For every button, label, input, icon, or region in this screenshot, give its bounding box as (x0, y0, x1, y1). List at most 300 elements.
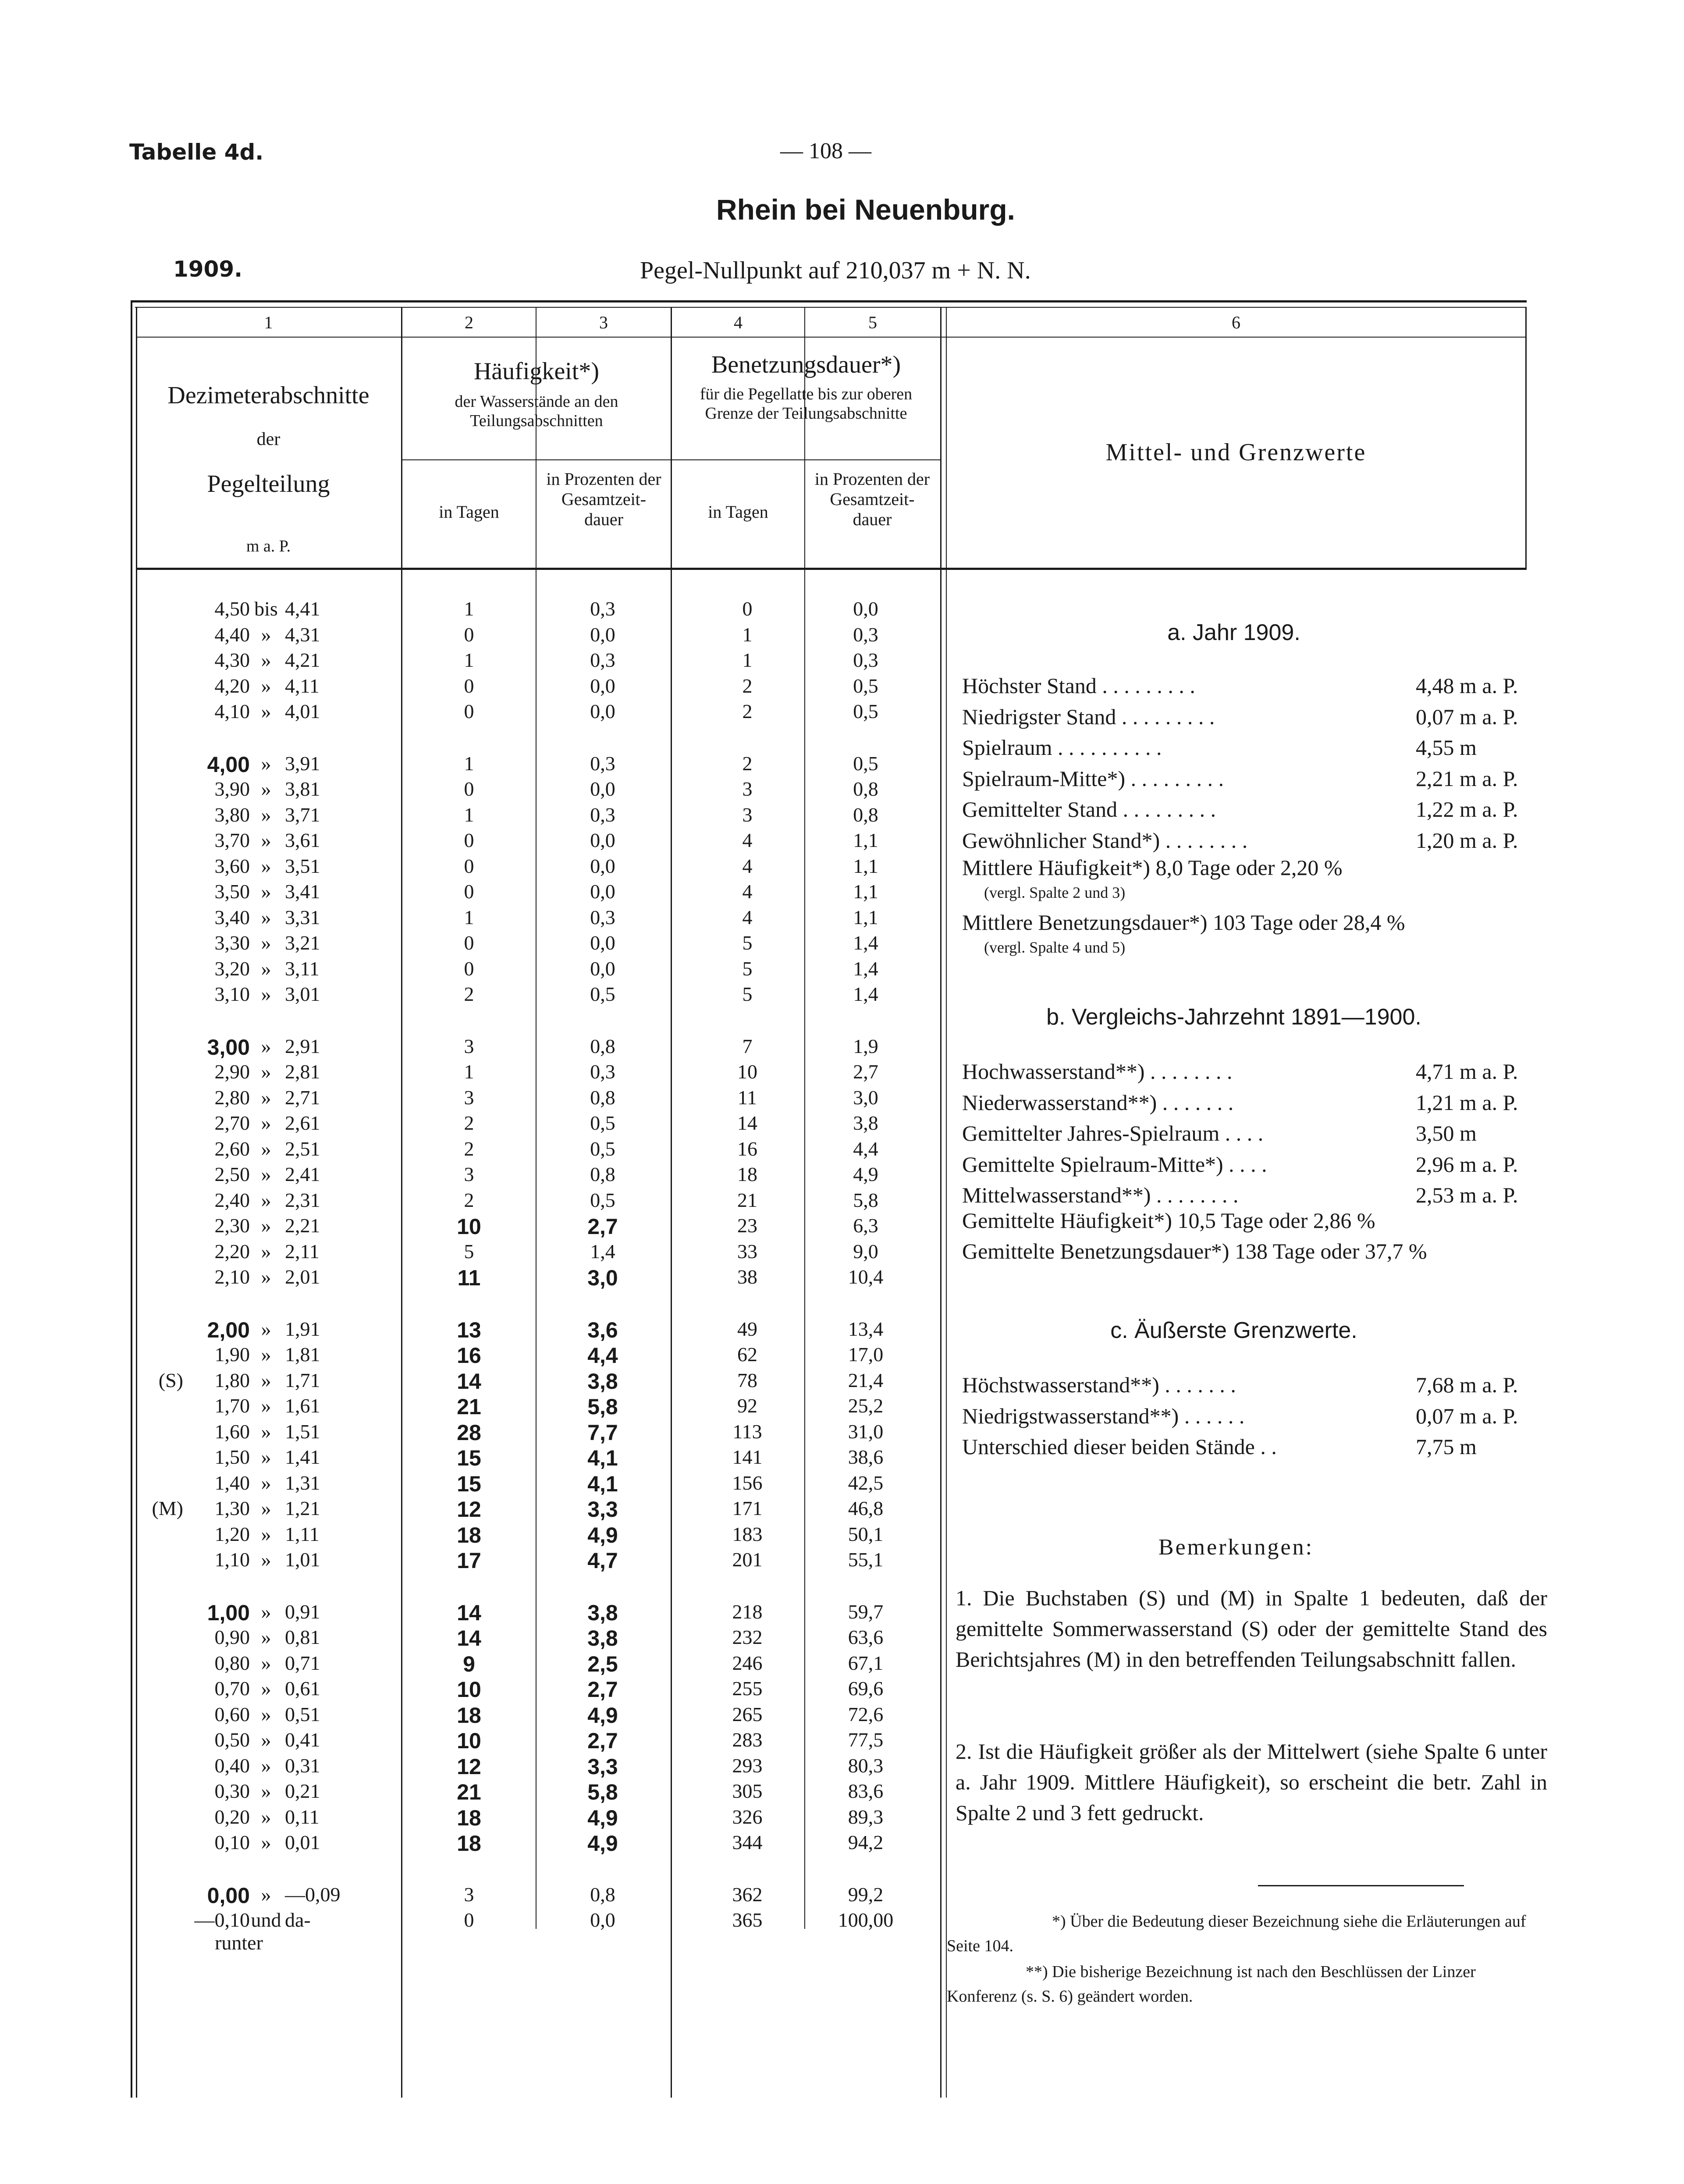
benetzung-prozent: 50,1 (848, 1523, 884, 1545)
table-row (0, 1831, 942, 1856)
benetzung-tage: 201 (732, 1548, 763, 1571)
table-row (0, 1240, 942, 1265)
range-from: 0,30 (214, 1780, 250, 1802)
range-from: 4,20 (214, 675, 250, 697)
haeufigkeit-tage: 0 (464, 855, 474, 877)
haeufigkeit-prozent: 3,8 (587, 1369, 618, 1394)
range-from: 1,30 (214, 1497, 250, 1519)
mittlere-benetzungsdauer: Mittlere Benetzungsdauer*) 103 Tage oder 28,4 % (962, 910, 1405, 935)
haeufigkeit-prozent: 0,5 (590, 1112, 615, 1134)
benetzung-prozent: 63,6 (848, 1626, 884, 1648)
col1-subtitle: Pegelteilung (207, 470, 330, 498)
benetzung-prozent: 1,9 (853, 1035, 878, 1057)
table-row (0, 1394, 942, 1419)
mittlere-haeufigkeit: Mittlere Häufigkeit*) 8,0 Tage oder 2,20 % (962, 855, 1343, 880)
range-separator: » (261, 1214, 271, 1237)
range-to: 2,81 (285, 1060, 320, 1083)
range-from: 2,00 (207, 1318, 250, 1342)
benetzung-tage: 344 (732, 1831, 763, 1853)
haeufigkeit-prozent: 0,3 (590, 804, 615, 826)
range-from: 0,70 (214, 1677, 250, 1700)
range-separator: bis (254, 598, 278, 620)
haeufigkeit-prozent: 3,0 (587, 1266, 618, 1290)
benetzung-tage: 49 (737, 1318, 757, 1340)
haeufigkeit-tage: 16 (457, 1343, 481, 1368)
benetzung-prozent: 0,3 (853, 623, 878, 646)
haeufigkeit-tage: 5 (464, 1240, 474, 1263)
benetzung-tage: 1 (742, 649, 753, 671)
haeufigkeit-prozent: 0,0 (590, 880, 615, 903)
colnum-5: 5 (868, 313, 877, 332)
benetzung-prozent: 6,3 (853, 1214, 878, 1237)
benetzung-tage: 11 (737, 1086, 757, 1109)
range-to: —0,09 (285, 1883, 341, 1906)
range-separator: » (261, 1394, 271, 1417)
haeufigkeit-tage: 0 (464, 1909, 474, 1931)
range-separator: » (261, 1472, 271, 1494)
range-separator: » (261, 1754, 271, 1777)
value-label: Gemittelter Stand . . . . . . . . . (962, 797, 1216, 822)
range-from: 3,90 (214, 778, 250, 800)
range-from: 2,90 (214, 1060, 250, 1083)
range-to: 2,71 (285, 1086, 320, 1109)
benetzung-prozent: 0,3 (853, 649, 878, 671)
frame-right (1525, 307, 1527, 570)
haeufigkeit-prozent: 0,0 (590, 675, 615, 697)
subheader-divider (402, 459, 941, 460)
col5-header: in Prozenten der Gesamtzeit-dauer (814, 469, 930, 529)
benetzung-prozent: 0,8 (853, 778, 878, 800)
range-separator: » (261, 1240, 271, 1263)
value-amount: 1,20 m a. P. (1416, 828, 1518, 853)
benetzung-tage: 113 (732, 1420, 762, 1443)
value-label: Gewöhnlicher Stand*) . . . . . . . . (962, 828, 1248, 853)
haeufigkeit-prozent: 0,3 (590, 1060, 615, 1083)
haeufigkeit-tage: 12 (457, 1497, 481, 1522)
haeufigkeit-tage: 21 (457, 1780, 481, 1804)
benetzung-prozent: 89,3 (848, 1806, 884, 1828)
section-b-title: b. Vergleichs-Jahrzehnt 1891—1900. (1046, 1004, 1421, 1030)
haeufigkeit-prozent: 4,7 (587, 1548, 618, 1573)
footnote-1: *) Über die Bedeutung dieser Bezeichnung siehe die Erläuterungen auf Seite 104. (947, 1912, 1526, 1955)
table-row (0, 1369, 942, 1394)
haeufigkeit-tage: 1 (464, 752, 474, 775)
benetzung-prozent: 42,5 (848, 1472, 884, 1494)
value-label: Höchstwasserstand**) . . . . . . . (962, 1373, 1236, 1397)
range-separator: » (261, 880, 271, 903)
haeufigkeit-prozent: 5,8 (587, 1780, 618, 1804)
benetzung-tage: 7 (742, 1035, 753, 1057)
benetzung-tage: 141 (732, 1446, 763, 1468)
benetzung-tage: 14 (737, 1112, 757, 1134)
value-label: Spielraum . . . . . . . . . . (962, 735, 1162, 760)
haeufigkeit-prozent: 2,7 (587, 1677, 618, 1702)
benetzung-tage: 0 (742, 598, 753, 620)
range-separator: » (261, 1703, 271, 1725)
range-from: 0,40 (214, 1754, 250, 1777)
benetzung-prozent: 99,2 (848, 1883, 884, 1906)
range-from: 3,00 (207, 1035, 250, 1060)
table-row (0, 1188, 942, 1214)
table-row (0, 674, 942, 700)
table-row (0, 1703, 942, 1728)
haeufigkeit-prozent: 0,0 (590, 855, 615, 877)
value-amount: 7,75 m (1416, 1434, 1477, 1459)
value-amount: 2,96 m a. P. (1416, 1152, 1518, 1177)
range-to: 2,01 (285, 1266, 320, 1288)
benetzung-prozent: 13,4 (848, 1318, 884, 1340)
haeufigkeit-tage: 0 (464, 700, 474, 722)
haeufigkeit-prozent: 4,9 (587, 1703, 618, 1728)
range-separator: » (261, 623, 271, 646)
range-to: 1,31 (285, 1472, 320, 1494)
benetzung-prozent: 10,4 (848, 1266, 884, 1288)
range-from: 0,10 (214, 1831, 250, 1853)
benetzung-prozent: 3,8 (853, 1112, 878, 1134)
range-to: 1,41 (285, 1446, 320, 1468)
haeufigkeit-title: Häufigkeit*) (473, 358, 600, 385)
benetzung-tage: 255 (732, 1677, 763, 1700)
benetzung-prozent: 1,1 (853, 855, 878, 877)
range-separator: » (261, 1548, 271, 1571)
haeufigkeit-prozent: 3,8 (587, 1601, 618, 1625)
col6-header: Mittel- und Grenzwerte (1105, 439, 1367, 466)
col1-unit: m a. P. (246, 537, 291, 555)
benetzung-prozent: 38,6 (848, 1446, 884, 1468)
range-separator: » (261, 1626, 271, 1648)
benetzung-prozent: 1,4 (853, 957, 878, 980)
haeufigkeit-tage: 10 (457, 1729, 481, 1753)
haeufigkeit-tage: 0 (464, 957, 474, 980)
range-separator: » (261, 1035, 271, 1057)
haeufigkeit-tage: 14 (457, 1369, 481, 1394)
range-to: 0,81 (285, 1626, 320, 1648)
haeufigkeit-tage: 13 (457, 1318, 481, 1342)
benetzung-tage: 4 (742, 880, 753, 903)
table-row (0, 803, 942, 829)
benetzung-prozent: 0,0 (853, 598, 878, 620)
table-row (0, 1035, 942, 1060)
haeufigkeit-tage: 18 (457, 1806, 481, 1830)
value-label: Spielraum-Mitte*) . . . . . . . . . (962, 766, 1224, 791)
range-to: 3,11 (285, 957, 320, 980)
benetzung-tage: 265 (732, 1703, 763, 1725)
haeufigkeit-tage: 17 (457, 1548, 481, 1573)
benetzung-prozent: 0,8 (853, 804, 878, 826)
benetzung-prozent: 69,6 (848, 1677, 884, 1700)
benetzung-tage: 78 (737, 1369, 757, 1391)
haeufigkeit-prozent: 2,7 (587, 1214, 618, 1239)
range-separator: und (251, 1909, 281, 1931)
benetzung-prozent: 9,0 (853, 1240, 878, 1263)
range-to: 4,01 (285, 700, 320, 722)
value-amount: 0,07 m a. P. (1416, 1403, 1518, 1428)
benetzung-tage: 326 (732, 1806, 763, 1828)
range-from: 0,90 (214, 1626, 250, 1648)
table-row (0, 1805, 942, 1831)
table-row (0, 957, 942, 982)
haeufigkeit-tage: 11 (457, 1266, 481, 1290)
range-to: 0,41 (285, 1729, 320, 1751)
range-separator: » (261, 1652, 271, 1674)
haeufigkeit-tage: 0 (464, 829, 474, 851)
range-to: 3,51 (285, 855, 320, 877)
table-row (0, 1522, 942, 1548)
haeufigkeit-tage: 0 (464, 880, 474, 903)
haeufigkeit-prozent: 3,3 (587, 1497, 618, 1522)
range-to: 4,31 (285, 623, 320, 646)
range-separator: » (261, 1343, 271, 1366)
haeufigkeit-prozent: 3,6 (587, 1318, 618, 1342)
page-number: — 108 — (780, 139, 871, 164)
benetzung-tage: 4 (742, 829, 753, 851)
range-from: 2,20 (214, 1240, 250, 1263)
range-from: 3,40 (214, 906, 250, 928)
table-row (0, 1883, 942, 1908)
range-from: 0,20 (214, 1806, 250, 1828)
benetzung-prozent: 17,0 (848, 1343, 884, 1366)
range-to: 3,61 (285, 829, 320, 851)
colnum-6: 6 (1232, 313, 1240, 332)
range-separator: » (261, 778, 271, 800)
benetzung-tage: 3 (742, 778, 753, 800)
value-amount: 3,50 m (1416, 1121, 1477, 1145)
range-separator: » (261, 1497, 271, 1519)
range-from: 1,50 (214, 1446, 250, 1468)
table-row (0, 1317, 942, 1343)
haeufigkeit-prozent: 1,4 (590, 1240, 615, 1263)
benetzung-tage: 1 (742, 623, 753, 646)
benetzung-prozent: 4,4 (853, 1138, 878, 1160)
col3-header: in Prozenten der Gesamtzeit-dauer (546, 469, 661, 529)
range-from: —0,10 (194, 1909, 250, 1931)
range-to: 0,01 (285, 1831, 320, 1853)
remark-2: 2. Ist die Häufigkeit größer als der Mittelwert (siehe Spalte 6 unter a. Jahr 1909. Mittlere Häufigkeit), so erscheint die betr. Zahl in Spalte 2 und 3 fett gedruckt. (956, 1739, 1547, 1825)
value-label: Unterschied dieser beiden Stände . . (962, 1434, 1277, 1459)
benetzung-tage: 156 (732, 1472, 763, 1494)
value-label: Gemittelter Jahres-Spielraum . . . . (962, 1121, 1264, 1145)
table-row (0, 1111, 942, 1137)
range-to: 0,71 (285, 1652, 320, 1674)
haeufigkeit-tage: 18 (457, 1523, 481, 1547)
benetzung-prozent: 1,4 (853, 983, 878, 1005)
benetzung-prozent: 31,0 (848, 1420, 884, 1443)
range-separator: » (261, 1189, 271, 1211)
haeufigkeit-tage: 21 (457, 1394, 481, 1419)
range-to: 0,51 (285, 1703, 320, 1725)
range-separator: » (261, 1369, 271, 1391)
page-subtitle: Pegel-Nullpunkt auf 210,037 m + N. N. (640, 257, 1031, 284)
col1-der: der (256, 429, 281, 449)
haeufigkeit-prozent: 0,0 (590, 932, 615, 954)
value-label: Mittelwasserstand**) . . . . . . . . (962, 1183, 1239, 1207)
benetzung-prozent: 0,5 (853, 700, 878, 722)
range-separator: » (261, 675, 271, 697)
haeufigkeit-tage: 2 (464, 1138, 474, 1160)
range-from: 1,40 (214, 1472, 250, 1494)
table-row (0, 880, 942, 905)
range-to: 3,71 (285, 804, 320, 826)
range-to: 1,71 (285, 1369, 320, 1391)
table-row (0, 1445, 942, 1471)
value-amount: 7,68 m a. P. (1416, 1373, 1518, 1397)
table-row (0, 1600, 942, 1626)
haeufigkeit-tage: 3 (464, 1163, 474, 1185)
value-amount: 1,21 m a. P. (1416, 1090, 1518, 1115)
haeufigkeit-tage: 0 (464, 778, 474, 800)
table-row (0, 597, 942, 622)
mittlere-benetzungsdauer-ref: (vergl. Spalte 4 und 5) (984, 939, 1126, 956)
benetzung-tage: 365 (732, 1909, 763, 1931)
range-separator: » (261, 1601, 271, 1623)
benetzung-tage: 16 (737, 1138, 757, 1160)
benetzung-tage: 21 (737, 1189, 757, 1211)
haeufigkeit-tage: 3 (464, 1883, 474, 1906)
benetzung-tage: 62 (737, 1343, 757, 1366)
range-to: 4,11 (285, 675, 320, 697)
range-to: da- (285, 1909, 311, 1931)
haeufigkeit-prozent: 0,0 (590, 957, 615, 980)
haeufigkeit-tage: 18 (457, 1831, 481, 1856)
table-row (0, 906, 942, 931)
benetzung-tage: 2 (742, 752, 753, 775)
colnum-3: 3 (599, 313, 608, 332)
benetzung-prozent: 100,00 (838, 1909, 894, 1931)
remark-1: 1. Die Buchstaben (S) und (M) in Spalte 1 bedeuten, daß der gemittelte Sommerwasserstand (S) oder der gemittelte Stand des Berichtsjahres (M) in den betreffenden Teilungsabschnitt fallen. (956, 1586, 1547, 1672)
row-mark: (M) (152, 1497, 183, 1519)
benetzung-tage: 283 (732, 1729, 763, 1751)
range-separator: » (261, 1266, 271, 1288)
benetzung-subtitle: für die Pegellatte bis zur oberen Grenze der Teilungsabschnitte (700, 385, 913, 423)
benetzung-prozent: 1,4 (853, 932, 878, 954)
haeufigkeit-tage: 1 (464, 649, 474, 671)
haeufigkeit-subtitle: der Wasserstände an den Teilungsabschnitten (455, 392, 618, 430)
footnote-2: **) Die bisherige Bezeichnung ist nach den Beschlüssen der Linzer Konferenz (s. S. 6) geändert worden. (947, 1963, 1476, 2006)
benetzung-prozent: 21,4 (848, 1369, 884, 1391)
range-from: 2,60 (214, 1138, 250, 1160)
haeufigkeit-tage: 0 (464, 675, 474, 697)
haeufigkeit-prozent: 0,8 (590, 1035, 615, 1057)
range-from: 2,70 (214, 1112, 250, 1134)
table-row (0, 648, 942, 674)
range-to: 2,31 (285, 1189, 320, 1211)
table-row (0, 777, 942, 803)
range-from: 1,60 (214, 1420, 250, 1443)
haeufigkeit-prozent: 0,8 (590, 1163, 615, 1185)
haeufigkeit-tage: 14 (457, 1601, 481, 1625)
range-to: 0,61 (285, 1677, 320, 1700)
haeufigkeit-prozent: 0,5 (590, 1189, 615, 1211)
haeufigkeit-tage: 1 (464, 1060, 474, 1083)
haeufigkeit-prozent: 3,8 (587, 1626, 618, 1650)
range-separator: » (261, 1318, 271, 1340)
table-row (0, 1471, 942, 1497)
haeufigkeit-tage: 0 (464, 623, 474, 646)
haeufigkeit-prozent: 7,7 (587, 1420, 618, 1445)
benetzung-prozent: 72,6 (848, 1703, 884, 1725)
benetzung-tage: 246 (732, 1652, 763, 1674)
range-from: 3,50 (214, 880, 250, 903)
col1-title: Dezimeterabschnitte (167, 382, 369, 409)
benetzung-prozent: 1,1 (853, 880, 878, 903)
benetzung-tage: 18 (737, 1163, 757, 1185)
benetzung-tage: 33 (737, 1240, 757, 1263)
table-row (0, 1626, 942, 1651)
haeufigkeit-tage: 28 (457, 1420, 481, 1445)
benetzung-tage: 183 (732, 1523, 763, 1545)
range-from: 4,30 (214, 649, 250, 671)
table-row (0, 1908, 942, 1934)
range-separator: » (261, 1420, 271, 1443)
haeufigkeit-tage: 1 (464, 804, 474, 826)
header-divider-1 (136, 337, 1527, 338)
range-to: 3,31 (285, 906, 320, 928)
range-to: 3,81 (285, 778, 320, 800)
benetzung-tage: 4 (742, 855, 753, 877)
col2-header: in Tagen (439, 502, 499, 522)
table-row (0, 700, 942, 725)
haeufigkeit-prozent: 0,0 (590, 1909, 615, 1931)
page-title: Rhein bei Neuenburg. (716, 193, 1016, 226)
haeufigkeit-prozent: 4,9 (587, 1806, 618, 1830)
range-separator: » (261, 804, 271, 826)
frame-top-inner (135, 307, 1527, 308)
haeufigkeit-prozent: 0,8 (590, 1883, 615, 1906)
range-from: 2,40 (214, 1189, 250, 1211)
value-amount: 0,07 m a. P. (1416, 704, 1518, 729)
haeufigkeit-tage: 2 (464, 1112, 474, 1134)
range-from: 4,50 (214, 598, 250, 620)
haeufigkeit-prozent: 0,8 (590, 1086, 615, 1109)
haeufigkeit-prozent: 0,0 (590, 623, 615, 646)
range-from: 1,00 (207, 1601, 250, 1625)
benetzung-tage: 5 (742, 932, 753, 954)
range-to: 4,41 (285, 598, 320, 620)
haeufigkeit-prozent: 4,1 (587, 1446, 618, 1470)
range-to: 0,21 (285, 1780, 320, 1802)
footnote-rule (1258, 1885, 1464, 1886)
range-from: 0,50 (214, 1729, 250, 1751)
range-separator: » (261, 1163, 271, 1185)
range-to: 1,51 (285, 1420, 320, 1443)
table-row (0, 931, 942, 957)
range-separator: » (261, 906, 271, 928)
benetzung-prozent: 0,5 (853, 752, 878, 775)
table-row (0, 982, 942, 1008)
haeufigkeit-tage: 18 (457, 1703, 481, 1728)
range-separator: » (261, 649, 271, 671)
benetzung-tage: 5 (742, 983, 753, 1005)
range-from: 0,80 (214, 1652, 250, 1674)
range-from: 1,80 (214, 1369, 250, 1391)
range-to: 1,21 (285, 1497, 320, 1519)
benetzung-prozent: 55,1 (848, 1548, 884, 1571)
table-row (0, 829, 942, 854)
range-to: 2,51 (285, 1138, 320, 1160)
benetzung-prozent: 1,1 (853, 829, 878, 851)
range-from: 0,60 (214, 1703, 250, 1725)
benetzung-tage: 305 (732, 1780, 763, 1802)
table-row (0, 1214, 942, 1239)
benetzung-title: Benetzungsdauer*) (711, 351, 901, 378)
value-label: Niedrigster Stand . . . . . . . . . (962, 704, 1215, 729)
range-separator: » (261, 957, 271, 980)
range-to: 1,01 (285, 1548, 320, 1571)
haeufigkeit-prozent: 0,3 (590, 752, 615, 775)
value-label: Niedrigstwasserstand**) . . . . . . (962, 1403, 1245, 1428)
haeufigkeit-prozent: 0,5 (590, 1138, 615, 1160)
benetzung-tage: 218 (732, 1601, 763, 1623)
